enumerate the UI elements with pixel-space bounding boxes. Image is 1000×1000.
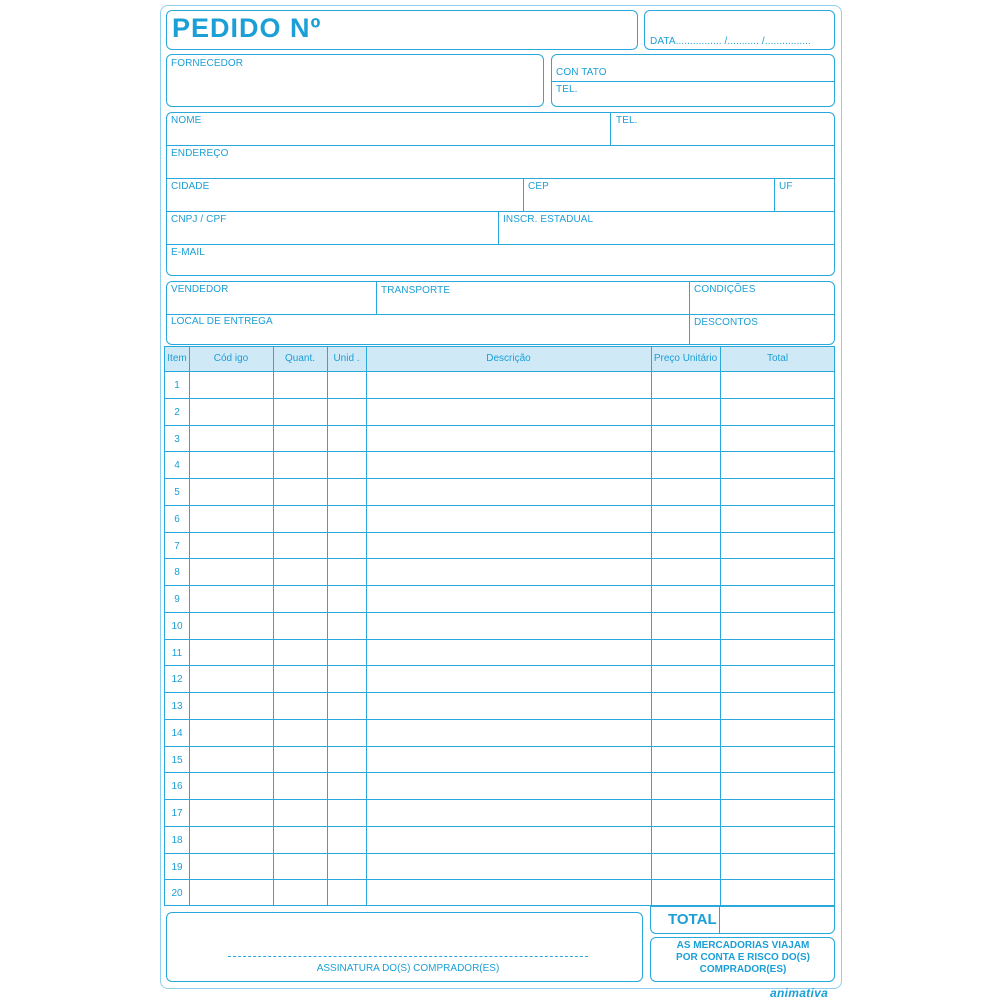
table-row: [165, 613, 834, 640]
cnpj-label: CNPJ / CPF: [171, 214, 227, 225]
items-table: [164, 346, 835, 906]
merc-line-1: AS MERCADORIAS VIAJAM: [676, 940, 810, 951]
table-row: [165, 880, 834, 907]
col-total: Total: [766, 353, 789, 364]
signature-line: [228, 956, 588, 957]
brand-logo: animativa: [770, 986, 829, 1000]
total-label: TOTAL: [668, 911, 717, 928]
client-vdivider-cep: [523, 178, 524, 211]
client-tel-label: TEL.: [616, 115, 638, 126]
col-item: Item: [167, 353, 187, 364]
table-row: [165, 586, 834, 613]
column-divider: [366, 347, 367, 905]
sale-divider: [166, 314, 835, 315]
col-descricao: Descrição: [486, 353, 531, 364]
col-preco: Preço Unitário: [653, 353, 718, 364]
row-number: 13: [171, 701, 183, 712]
row-number: 4: [174, 460, 180, 472]
table-row: [165, 666, 834, 693]
row-number: 6: [174, 513, 180, 525]
column-divider: [327, 347, 328, 905]
contact-divider: [551, 81, 835, 82]
client-divider-3: [166, 211, 835, 212]
table-row: [165, 827, 834, 854]
client-divider-1: [166, 145, 835, 146]
total-vdivider: [719, 906, 720, 934]
sale-vdivider-2: [689, 281, 690, 345]
page-title: PEDIDO Nº: [172, 13, 322, 43]
transporte-label: TRANSPORTE: [381, 285, 451, 296]
row-number: 15: [171, 754, 183, 766]
merc-notice: [653, 940, 833, 976]
uf-label: UF: [779, 181, 793, 192]
email-label: E-MAIL: [171, 247, 205, 258]
column-divider: [273, 347, 274, 905]
table-row: [165, 372, 834, 399]
row-number: 10: [171, 620, 183, 632]
client-divider-2: [166, 178, 835, 179]
column-divider: [189, 347, 190, 905]
contato-label: CON TATO: [556, 67, 607, 78]
row-number: 9: [174, 594, 180, 605]
table-row: [165, 559, 834, 586]
table-row: [165, 640, 834, 667]
condicoes-label: CONDIÇÕES: [694, 284, 756, 295]
row-number: 16: [171, 781, 183, 793]
row-number: 2: [174, 406, 180, 418]
row-number: 1: [174, 380, 180, 391]
client-box: [166, 112, 835, 276]
vendedor-label: VENDEDOR: [171, 284, 229, 295]
client-vdivider-uf: [774, 178, 775, 211]
signature-label: ASSINATURA DO(S) COMPRADOR(ES): [316, 963, 500, 974]
table-row: [165, 693, 834, 720]
column-divider: [651, 347, 652, 905]
table-row: [165, 452, 834, 479]
descontos-label: DESCONTOS: [694, 317, 759, 328]
row-number: 11: [171, 647, 183, 659]
client-vdivider-tel: [610, 112, 611, 145]
row-number: 20: [171, 888, 183, 900]
client-vdivider-inscr: [498, 211, 499, 244]
fornecedor-label: FORNECEDOR: [171, 58, 244, 69]
table-row: [165, 399, 834, 426]
row-number: 7: [174, 540, 180, 552]
table-row: [165, 800, 834, 827]
row-number: 18: [171, 834, 183, 846]
local-entrega-label: LOCAL DE ENTREGA: [171, 316, 273, 327]
col-quant: Quant.: [284, 353, 316, 364]
row-number: 14: [171, 727, 183, 739]
supplier-tel-label: TEL.: [556, 84, 578, 95]
table-header: [165, 347, 834, 372]
cidade-label: CIDADE: [171, 181, 210, 192]
endereco-label: ENDEREÇO: [171, 148, 229, 159]
col-unid: Unid .: [333, 353, 360, 364]
inscr-label: INSCR. ESTADUAL: [503, 214, 594, 225]
table-row: [165, 720, 834, 747]
row-number: 19: [171, 861, 183, 873]
table-row: [165, 479, 834, 506]
table-row: [165, 854, 834, 881]
row-number: 17: [171, 808, 183, 819]
table-row: [165, 426, 834, 453]
table-row: [165, 506, 834, 533]
sale-vdivider-1: [376, 281, 377, 314]
table-row: [165, 747, 834, 774]
table-row: [165, 773, 834, 800]
col-codigo: Cód igo: [213, 353, 249, 364]
row-number: 5: [174, 487, 180, 498]
merc-line-3: COMPRADOR(ES): [699, 964, 787, 975]
client-divider-4: [166, 244, 835, 245]
merc-line-2: POR CONTA E RISCO DO(S): [676, 952, 810, 963]
row-number: 8: [174, 567, 180, 579]
table-row: [165, 533, 834, 560]
cep-label: CEP: [528, 181, 549, 192]
row-number: 3: [174, 433, 180, 445]
nome-label: NOME: [171, 115, 202, 126]
column-divider: [720, 347, 721, 905]
row-number: 12: [171, 674, 183, 686]
date-field[interactable]: DATA................ /........... /................: [650, 36, 811, 47]
